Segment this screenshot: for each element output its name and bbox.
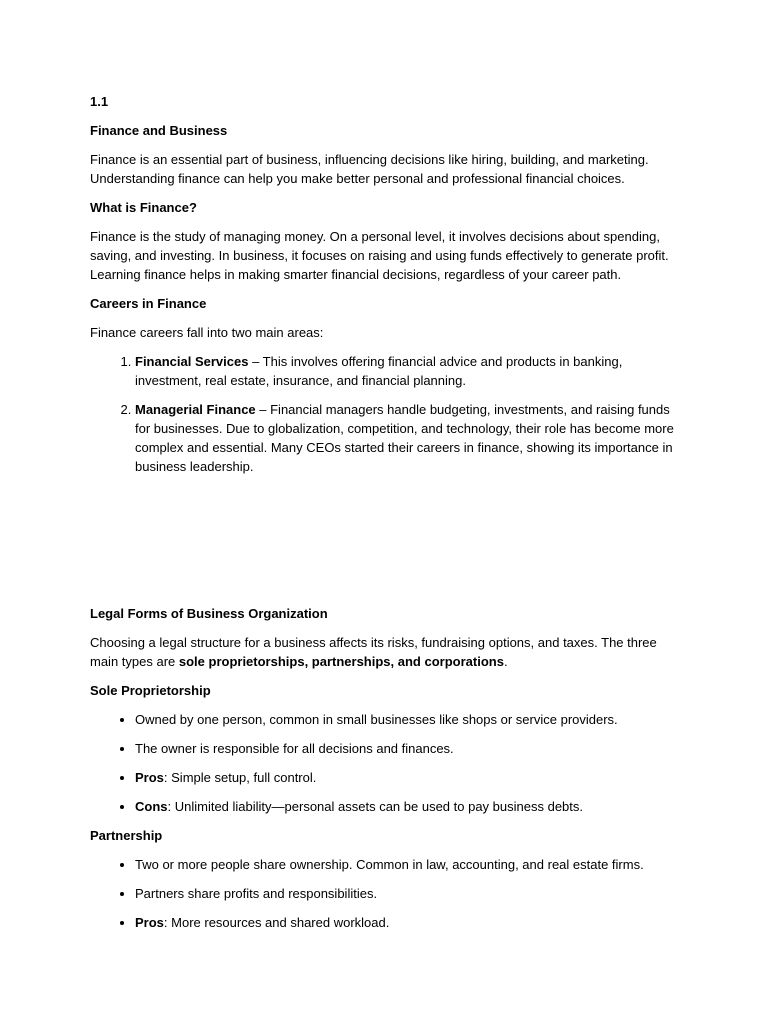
section-number: 1.1 [90, 94, 109, 109]
list-item-text: The owner is responsible for all decisions and finances. [135, 741, 454, 756]
partnership-heading: Partnership [90, 828, 163, 843]
list-item [135, 797, 680, 816]
list-item-text: : Unlimited liability—personal assets can be used to pay business debts. [167, 799, 583, 814]
list-item-text: Owned by one person, common in small businesses like shops or service providers. [135, 712, 618, 727]
list-item-text: : Simple setup, full control. [163, 770, 317, 785]
list-item-term: Financial Services [135, 354, 249, 369]
list-item-term: Managerial Finance [135, 402, 256, 417]
careers-intro-paragraph: Finance careers fall into two main areas: [90, 325, 324, 340]
finance-intro-paragraph: Finance is an essential part of business, influencing decisions like hiring, building, and marketing. Understanding finance can help you make better personal and professional financial choices. [90, 152, 649, 186]
intro-text: Choosing a legal structure for a business affects its risks, fundraising options, and taxes. The three main types are [90, 635, 657, 669]
list-item [135, 768, 680, 787]
legal-forms-heading: Legal Forms of Business Organization [90, 606, 328, 621]
legal-forms-intro-paragraph [90, 633, 680, 671]
sole-proprietorship-heading: Sole Proprietorship [90, 683, 211, 698]
list-item-text: : More resources and shared workload. [163, 915, 390, 930]
document-page [90, 92, 680, 942]
list-item [135, 352, 680, 390]
list-item [135, 855, 680, 874]
careers-list [90, 352, 680, 476]
list-item-text: – This involves offering financial advice and products in banking, investment, real estate, insurance, and financial planning. [135, 354, 623, 388]
list-item-text: Two or more people share ownership. Common in law, accounting, and real estate firms. [135, 857, 644, 872]
list-item [135, 884, 680, 903]
list-item [135, 913, 680, 932]
list-item [135, 710, 680, 729]
what-is-finance-paragraph: Finance is the study of managing money. On a personal level, it involves decisions about spending, saving, and investing. In business, it focuses on raising and using funds effectively to generate profit. Learning finance helps in making smarter financial decisions, regardless of your career path. [90, 229, 669, 282]
list-item-term: Pros [135, 915, 164, 930]
sole-proprietorship-list [90, 710, 680, 816]
section-title-finance-and-business: Finance and Business [90, 123, 228, 138]
intro-end: . [503, 654, 508, 669]
list-item-term: Cons [135, 799, 168, 814]
list-item [135, 739, 680, 758]
list-item-text: Partners share profits and responsibilities. [135, 886, 378, 901]
intro-bold-text: sole proprietorships, partnerships, and corporations [178, 654, 504, 669]
partnership-list [90, 855, 680, 932]
what-is-finance-heading: What is Finance? [90, 200, 197, 215]
careers-in-finance-heading: Careers in Finance [90, 296, 207, 311]
list-item-text: – Financial managers handle budgeting, investments, and raising funds for businesses. Due to globalization, competition, and technology, their role has become more complex and essential. Many CEOs started their careers in finance, showing its importance in business leadership. [135, 402, 674, 474]
list-item-term: Pros [135, 770, 164, 785]
page-spacer [90, 486, 680, 604]
list-item [135, 400, 680, 476]
